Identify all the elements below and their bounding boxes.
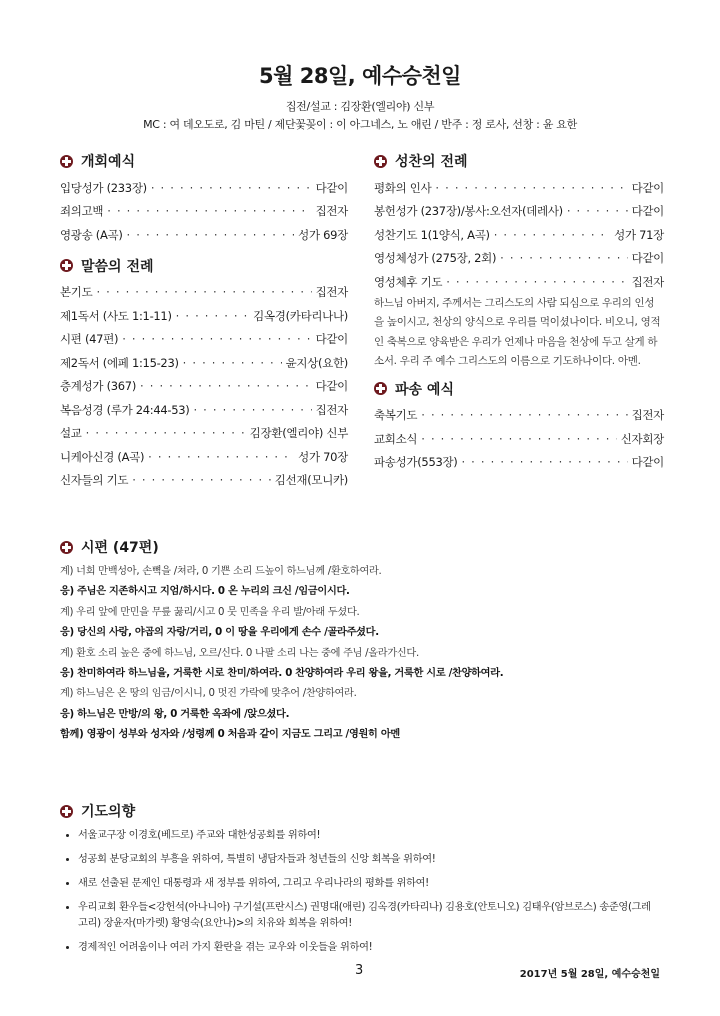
order-performer: 다같이 — [315, 332, 348, 347]
footer-text: 2017년 5월 28일, 예수승천일 — [519, 969, 660, 980]
order-item: 층계성가 (367) — [60, 379, 137, 394]
intentions-heading-row — [60, 800, 660, 822]
opening-list — [60, 176, 348, 247]
dot-leader — [421, 432, 617, 446]
psalm-line: 계) 우리 앞에 만민을 무릎 꿇리/시고 0 뭇 민족을 우리 발/아래 두셨다. — [60, 606, 360, 618]
dismissal-list — [374, 404, 664, 475]
dot-leader — [151, 181, 312, 195]
dot-leader — [122, 332, 311, 346]
intention-item: • 서울교구장 이경호(베드로) 주교와 대한성공회를 위하여! — [78, 828, 660, 844]
order-row — [60, 375, 348, 399]
order-item: 파송성가(553장) — [374, 455, 458, 470]
order-item: 평화의 인사 — [374, 180, 432, 195]
order-performer: 집전자 — [631, 408, 664, 423]
intention-item: • 새로 선출된 문제인 대통령과 새 정부를 위하여, 그리고 우리나라의 평화를 위하여! — [78, 876, 660, 892]
dot-leader — [183, 356, 282, 370]
psalm-section — [60, 536, 660, 746]
section-heading: 시편 (47편) — [81, 540, 159, 556]
intentions-list — [60, 828, 660, 956]
order-row — [60, 445, 348, 469]
order-item: 시편 (47편) — [60, 332, 119, 347]
order-row — [374, 270, 664, 294]
section-heading: 개회예식 — [81, 154, 136, 170]
eucharist-list — [374, 176, 664, 294]
order-item: 설교 — [60, 426, 82, 441]
section-heading: 말씀의 전례 — [81, 258, 154, 275]
order-item: 교회소식 — [374, 431, 418, 446]
psalm-line: 함께) 영광이 성부와 성자와 /성령께 0 처음과 같이 지금도 그리고 /영원히 아멘 — [60, 729, 400, 741]
order-row — [374, 427, 664, 451]
order-item: 죄의고백 — [60, 204, 104, 219]
dot-leader — [127, 228, 295, 242]
order-performer: 다같이 — [315, 379, 348, 394]
psalm-line: 계) 하느님은 온 땅의 임금/이시니, 0 멋진 가락에 맞추어 /찬양하여라. — [60, 688, 357, 700]
order-performer: 집전자 — [315, 285, 348, 300]
order-item: 신자들의 기도 — [60, 473, 129, 488]
order-performer: 다같이 — [631, 251, 664, 266]
dot-leader — [86, 426, 246, 440]
psalm-heading-row — [60, 536, 660, 558]
psalm-line: 응) 주님은 지존하시고 지엄/하시다. 0 온 누리의 크신 /임금이시다. — [60, 586, 350, 598]
psalm-line: 응) 찬미하여라 하느님을, 거룩한 시로 찬미/하여라. 0 찬양하여라 우리 왕을, 거룩한 시로 /찬양하여라. — [60, 667, 504, 679]
intention-item: • 성공회 분당교회의 부흥을 위하여, 특별히 냉담자들과 청년들의 신앙 회복을 위하여! — [78, 852, 660, 868]
order-row — [374, 451, 664, 475]
order-item: 본기도 — [60, 285, 93, 300]
order-item: 축복기도 — [374, 408, 418, 423]
dot-leader — [446, 275, 627, 289]
section-heading: 성찬의 전례 — [395, 154, 468, 170]
intention-item: • 경제적인 어려움이나 여러 가지 환란을 겪는 교우와 이웃들을 위하여! — [78, 940, 660, 956]
order-row — [60, 304, 348, 328]
order-row — [60, 176, 348, 200]
order-item: 성찬기도 1(1양식, A곡) — [374, 227, 490, 242]
order-item: 봉헌성가 (237장)/봉사:오선자(데레사) — [374, 204, 563, 219]
dot-leader — [193, 403, 311, 417]
order-performer: 집전자 — [315, 204, 348, 219]
dot-leader — [567, 204, 628, 218]
section-opening — [60, 150, 348, 172]
order-row — [374, 223, 664, 247]
order-row — [374, 404, 664, 428]
order-row — [374, 200, 664, 224]
officiant-line: 집전/설교 : 김장환(엘리야) 신부 — [285, 100, 435, 113]
order-row — [60, 351, 348, 375]
dot-leader — [148, 450, 294, 464]
post-communion-prayer: 하느님 아버지, 주께서는 그리스도의 사람 되심으로 우리의 인성을 높이시고, 천상의 양식으로 우리를 먹이셨나이다. 비오니, 영적인 축복으로 양육받은 우리가 언제나 마음을 천상에 두고 살게 하소서. 우리 주 예수 그리스도의 이름으로 기도하나이다. 아멘. — [374, 296, 661, 367]
dot-leader — [176, 309, 250, 323]
cross-icon — [60, 259, 73, 272]
order-performer: 김옥경(카타리나나) — [253, 308, 348, 323]
section-word — [60, 255, 348, 277]
dot-leader — [107, 204, 311, 218]
order-item: 제2독서 (에페 1:15-23) — [60, 355, 179, 370]
order-performer: 다같이 — [631, 204, 664, 219]
order-item: 영성체성가 (275장, 2회) — [374, 251, 497, 266]
roles-line: MC : 여 데오도로, 김 마틴 / 제단꽃꽂이 : 이 아그네스, 노 애린 / 반주 : 정 로사, 선창 : 윤 요한 — [143, 118, 577, 131]
dot-leader — [132, 473, 271, 487]
psalm-line: 계) 너희 만백성아, 손뼉을 /쳐라, 0 기쁜 소리 드높이 하느님께 /환호하여라. — [60, 566, 382, 577]
order-row — [60, 281, 348, 305]
order-row — [60, 223, 348, 247]
order-row — [374, 176, 664, 200]
order-performer: 성가 71장 — [614, 227, 664, 242]
order-item: 복음성경 (루가 24:44-53) — [60, 402, 190, 417]
right-column — [374, 150, 664, 474]
order-performer: 집전자 — [315, 402, 348, 417]
dot-leader — [461, 455, 627, 469]
intention-item: • 우리교회 환우들<강헌석(아나니아) 구기설(프란시스) 권명대(애린) 김옥경(카타리나) 김용호(안토니오) 김태우(암브로스) 송준영(그레고리) 장윤자(마가렛) 황영숙(요안나)>의 치유와 회복을 위하여! — [78, 900, 660, 932]
section-eucharist — [374, 150, 664, 172]
order-performer: 성가 69장 — [298, 227, 348, 242]
order-item: 영광송 (A곡) — [60, 227, 123, 242]
section-heading: 기도의향 — [81, 804, 136, 820]
dot-leader — [494, 228, 610, 242]
order-row — [60, 422, 348, 446]
left-column — [60, 150, 348, 492]
page-title: 5월 28일, 예수승천일 — [259, 64, 461, 88]
order-performer: 신자회장 — [620, 431, 664, 446]
order-item: 입당성가 (233장) — [60, 180, 147, 195]
psalm-lines — [60, 562, 660, 746]
order-performer: 성가 70장 — [298, 449, 348, 464]
order-performer: 김장환(엘리야) 신부 — [249, 426, 348, 441]
order-item: 니케아신경 (A곡) — [60, 449, 145, 464]
cross-icon — [374, 155, 387, 168]
dot-leader — [435, 181, 627, 195]
page-number: 3 — [355, 963, 364, 978]
dot-leader — [140, 379, 312, 393]
dot-leader — [96, 285, 311, 299]
cross-icon — [60, 155, 73, 168]
cross-icon — [60, 541, 73, 554]
dot-leader — [500, 251, 627, 265]
order-row — [60, 398, 348, 422]
section-dismissal — [374, 378, 664, 400]
dot-leader — [421, 408, 627, 422]
psalm-line: 응) 당신의 사랑, 야곱의 자랑/거리, 0 이 땅을 우리에게 손수 /골라주셨다. — [60, 627, 379, 639]
cross-icon — [60, 805, 73, 818]
order-row — [60, 469, 348, 493]
order-row — [374, 247, 664, 271]
order-item: 제1독서 (사도 1:1-11) — [60, 308, 172, 323]
order-performer: 윤지상(요한) — [285, 355, 348, 370]
intentions-section — [60, 800, 660, 964]
psalm-line: 계) 환호 소리 높은 중에 하느님, 오르/신다. 0 나팔 소리 나는 중에 주님 /올라가신다. — [60, 647, 419, 659]
order-performer: 김선재(모니카) — [274, 473, 348, 488]
section-heading: 파송 예식 — [395, 381, 454, 398]
cross-icon — [374, 382, 387, 395]
word-list — [60, 281, 348, 493]
order-performer: 다같이 — [631, 180, 664, 195]
order-row — [60, 200, 348, 224]
order-item: 영성체후 기도 — [374, 274, 443, 289]
psalm-line: 응) 하느님은 만방/의 왕, 0 거룩한 옥좌에 /앉으셨다. — [60, 708, 290, 720]
order-performer: 집전자 — [631, 274, 664, 289]
order-performer: 다같이 — [315, 180, 348, 195]
order-performer: 다같이 — [631, 455, 664, 470]
order-row — [60, 328, 348, 352]
